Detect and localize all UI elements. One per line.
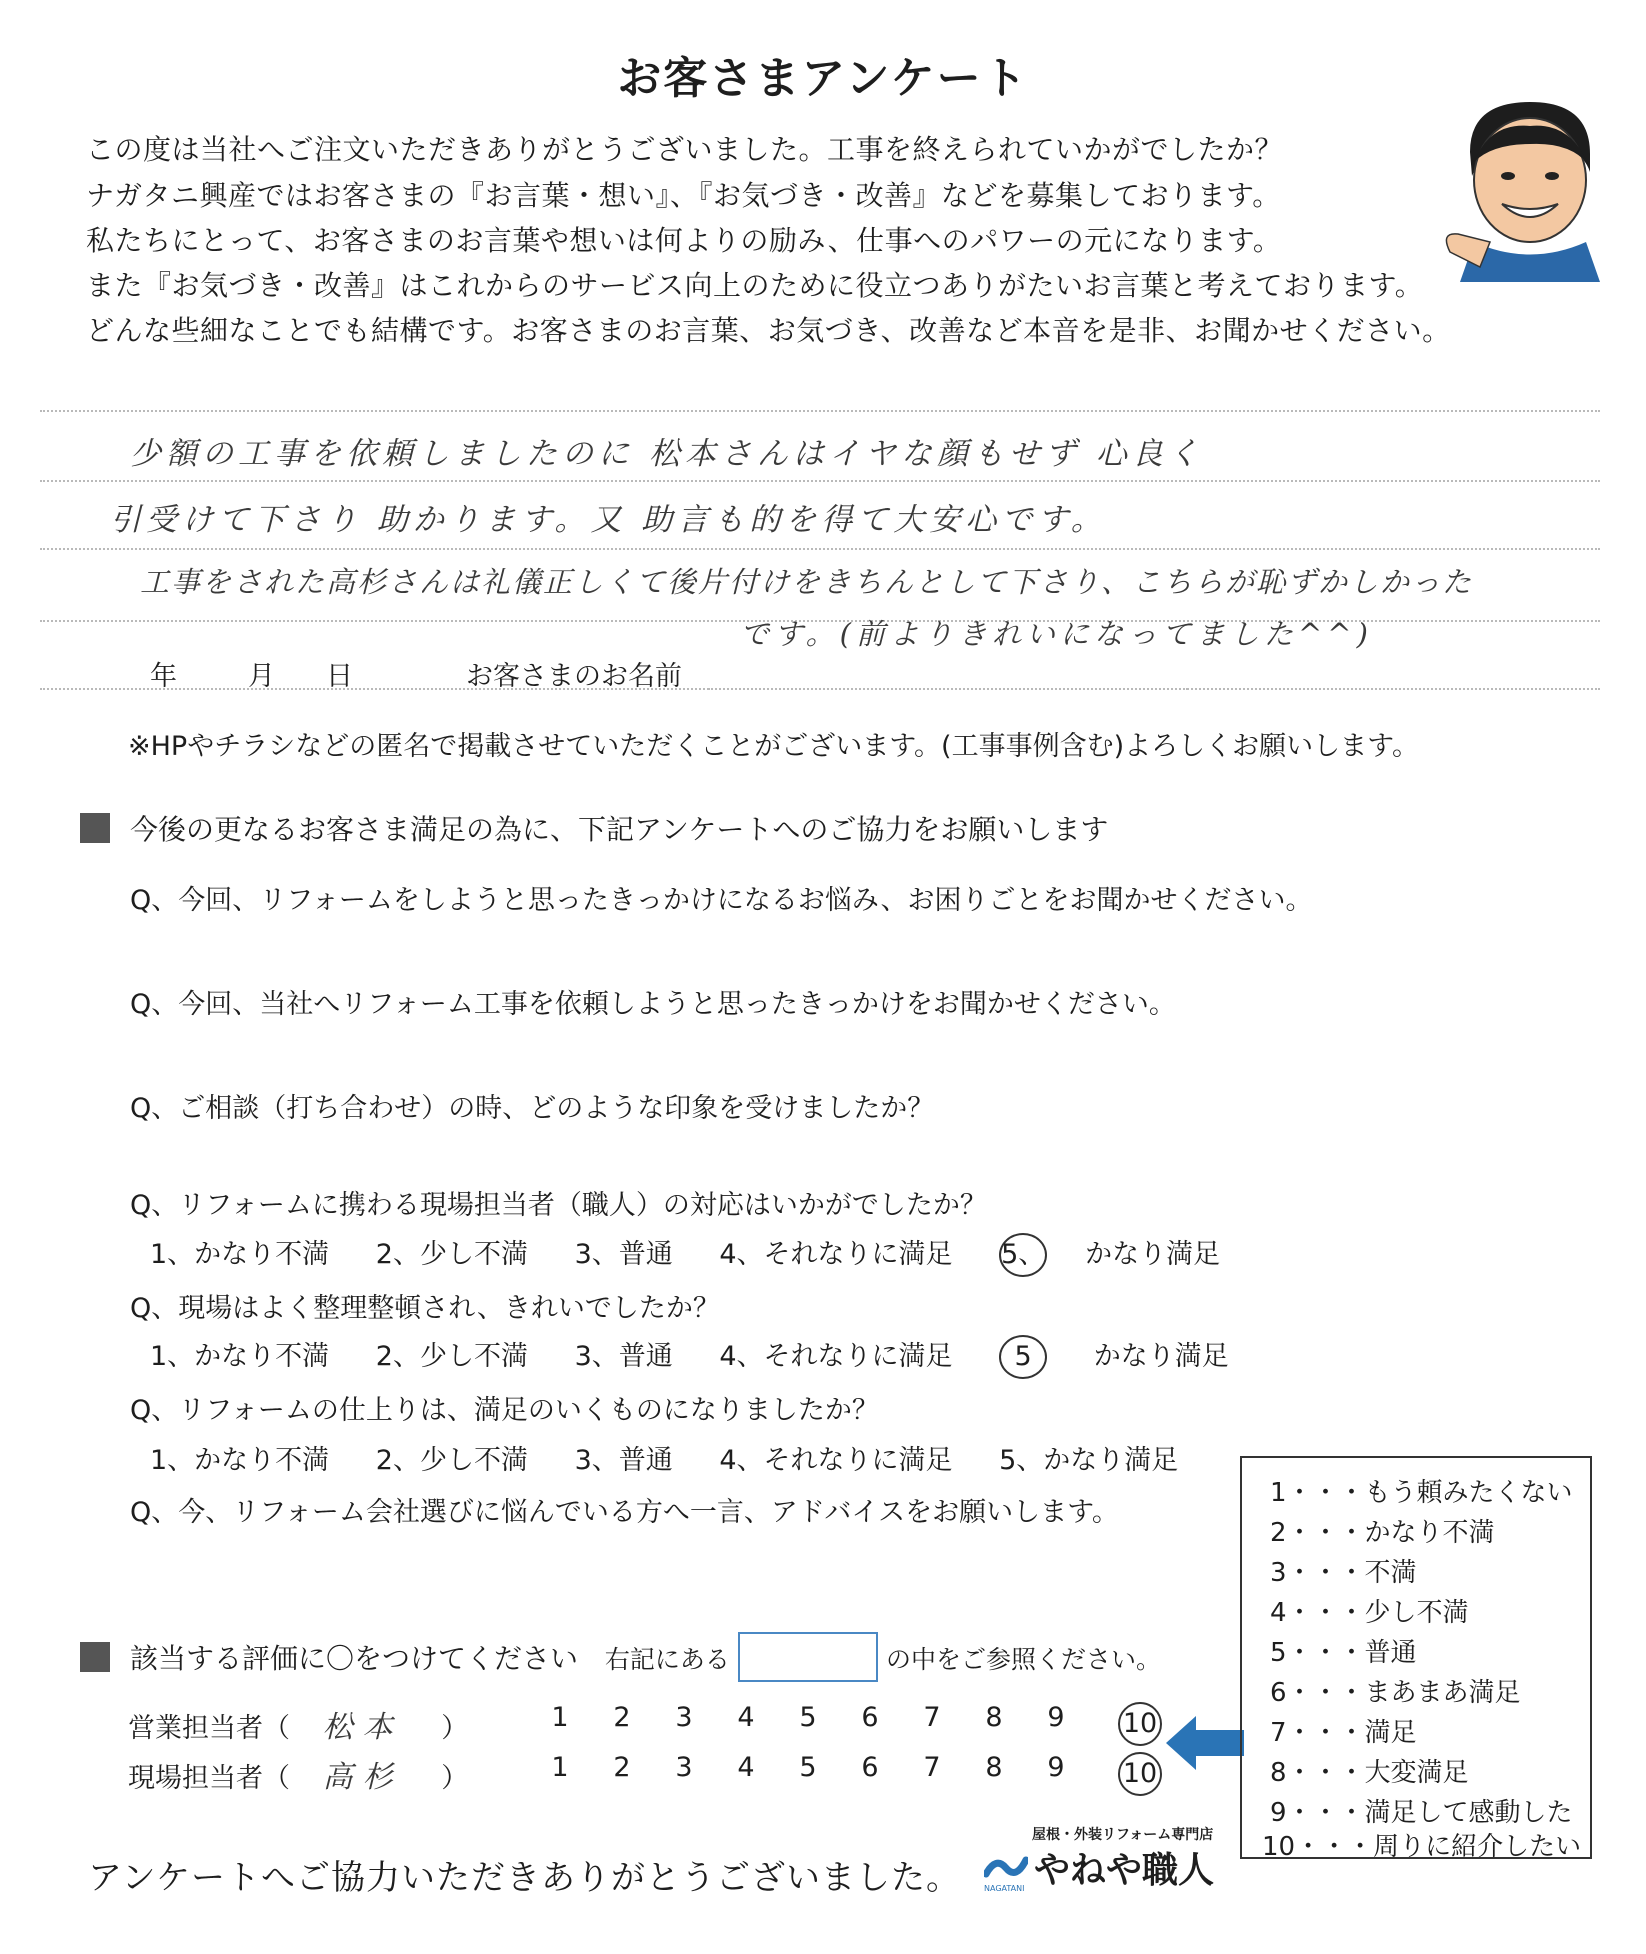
handwritten-comment-line-2: 引受けて下さり 助かります。又 助言も的を得て大安心です。 (110, 502, 1107, 538)
site-rating-8[interactable]: 8 (985, 1752, 1003, 1783)
legend-item-6: 6・・・まあまあ満足 (1270, 1678, 1521, 1708)
legend-item-2: 2・・・かなり不満 (1270, 1518, 1495, 1548)
option-3[interactable]: 3、普通 (574, 1341, 673, 1372)
brand-sub: NAGATANI (984, 1884, 1025, 1893)
selection-circle: 5 (999, 1335, 1047, 1379)
rating-hint-after: の中をご参照ください。 (885, 1645, 1161, 1674)
option-5-text: かなり満足 (1085, 1239, 1221, 1270)
comment-rule (40, 548, 1600, 550)
question-4-options (150, 1232, 1296, 1277)
survey-section-heading (80, 808, 1108, 848)
option-2[interactable]: 2、少し不満 (375, 1239, 528, 1270)
reference-box (738, 1632, 878, 1682)
sales-rating-8[interactable]: 8 (985, 1702, 1003, 1733)
sales-rating-1[interactable]: 1 (551, 1702, 569, 1733)
selection-circle: 5、 (999, 1233, 1047, 1277)
legend-item-10: 10・・・周りに紹介したい (1262, 1832, 1582, 1862)
site-rating-6[interactable]: 6 (861, 1752, 879, 1783)
anonymous-notice: ※HPやチラシなどの匿名で掲載させていただくことがございます。(工事事例含む)よろしくお願いします。 (128, 731, 1419, 762)
option-1[interactable]: 1、かなり不満 (150, 1341, 330, 1372)
legend-item-4: 4・・・少し不満 (1270, 1598, 1469, 1628)
option-3[interactable]: 3、普通 (574, 1239, 673, 1270)
intro-line-1: この度は当社へご注文いただきありがとうございました。工事を終えられていかがでしたか？ (86, 133, 1284, 166)
option-3[interactable]: 3、普通 (574, 1445, 673, 1476)
section-square-icon (80, 813, 110, 843)
survey-heading-text: 今後の更なるお客さま満足の為に、下記アンケートへのご協力をお願いします (130, 813, 1109, 846)
legend-item-9: 9・・・満足して感動した (1270, 1798, 1573, 1828)
staff-avatar-illustration (1430, 92, 1630, 282)
customer-name-label: お客さまのお名前 (466, 661, 682, 692)
rating-heading-text: 該当する評価に〇をつけてください (130, 1642, 579, 1675)
sales-rep-row (128, 1702, 468, 1746)
option-2[interactable]: 2、少し不満 (375, 1341, 528, 1372)
option-4[interactable]: 4、それなりに満足 (719, 1445, 953, 1476)
rating-section-heading (80, 1632, 1161, 1682)
sales-rating-6[interactable]: 6 (861, 1702, 879, 1733)
question-2: Q、今回、当社へリフォーム工事を依頼しようと思ったきっかけをお聞かせください。 (130, 989, 1176, 1020)
rating-hint-before: 右記にある (604, 1645, 730, 1674)
option-1[interactable]: 1、かなり不満 (150, 1239, 330, 1270)
page-title: お客さまアンケート (617, 53, 1029, 104)
sales-rating-9[interactable]: 9 (1047, 1702, 1065, 1733)
sales-rep-close-paren: ） (441, 1713, 469, 1744)
handwritten-comment-line-3: 工事をされた高杉さんは礼儀正しくて後片付けをきちんとして下さり、こちらが恥ずかしかった (140, 565, 1474, 599)
brand-tagline: 屋根・外装リフォーム専門店 (1032, 1827, 1214, 1843)
selection-circle: 10 (1118, 1752, 1162, 1796)
intro-line-3: 私たちにとって、お客さまのお言葉や想いは何よりの励み、仕事へのパワーの元になります。 (86, 224, 1282, 257)
question-4: Q、リフォームに携わる現場担当者（職人）の対応はいかがでしたか？ (130, 1190, 987, 1221)
sales-rating-7[interactable]: 7 (923, 1702, 941, 1733)
question-5: Q、現場はよく整理整頓され、きれいでしたか？ (130, 1293, 720, 1324)
legend-item-5: 5・・・普通 (1270, 1638, 1417, 1668)
legend-item-8: 8・・・大変満足 (1270, 1758, 1469, 1788)
section-square-icon (80, 1642, 110, 1672)
question-6: Q、リフォームの仕上りは、満足のいくものになりましたか？ (130, 1395, 879, 1426)
sales-rep-label: 営業担当者（ (128, 1713, 290, 1744)
brand-name: やねや職人 (1034, 1850, 1215, 1891)
option-4[interactable]: 4、それなりに満足 (719, 1239, 953, 1270)
rating-legend-box (1240, 1456, 1592, 1862)
brand-wave-icon (984, 1850, 1028, 1884)
year-label: 年 (150, 661, 177, 692)
legend-item-3: 3・・・不満 (1270, 1558, 1417, 1588)
comment-rule (40, 410, 1600, 412)
site-rating-7[interactable]: 7 (923, 1752, 941, 1783)
site-rep-close-paren: ） (441, 1763, 469, 1794)
intro-line-2: ナガタニ興産ではお客さまの『お言葉・想い』、『お気づき・改善』などを募集しております。 (86, 179, 1281, 212)
handwritten-comment-line-4: です。(前よりきれいになってました^^) (740, 617, 1373, 651)
option-5-selected[interactable] (999, 1232, 1258, 1277)
sales-rating-5[interactable]: 5 (799, 1702, 817, 1733)
question-5-options (150, 1334, 1305, 1379)
site-rating-9[interactable]: 9 (1047, 1752, 1065, 1783)
option-5-selected[interactable] (999, 1334, 1267, 1379)
question-6-options (150, 1438, 1216, 1477)
site-rep-label: 現場担当者（ (128, 1763, 290, 1794)
selection-circle: 10 (1118, 1702, 1162, 1746)
customer-name-field (708, 688, 1188, 690)
intro-line-5: どんな些細なことでも結構です。お客さまのお言葉、お気づき、改善など本音を是非、お聞かせください。 (86, 314, 1451, 347)
option-4[interactable]: 4、それなりに満足 (719, 1341, 953, 1372)
sales-rating-2[interactable]: 2 (613, 1702, 631, 1733)
option-2[interactable]: 2、少し不満 (375, 1445, 528, 1476)
handwritten-comment-line-1: 少額の工事を依頼しましたのに 松本さんはイヤな顔もせず 心良く (130, 436, 1204, 472)
legend-item-1: 1・・・もう頼みたくない (1270, 1478, 1573, 1508)
intro-line-4: また『お気づき・改善』はこれからのサービス向上のために役立つありがたいお言葉と考えております。 (86, 269, 1424, 302)
site-rating-2[interactable]: 2 (613, 1752, 631, 1783)
site-rating-1[interactable]: 1 (551, 1752, 569, 1783)
option-5[interactable]: 5、かなり満足 (999, 1445, 1179, 1476)
day-label: 日 (326, 661, 353, 692)
sales-rating-3[interactable]: 3 (675, 1702, 693, 1733)
month-label: 月 (248, 661, 275, 692)
site-rep-name: 高杉 (322, 1760, 403, 1795)
question-1: Q、今回、リフォームをしようと思ったきっかけになるお悩み、お困りごとをお聞かせください。 (130, 885, 1313, 916)
site-rating-3[interactable]: 3 (675, 1752, 693, 1783)
comment-rule (40, 480, 1600, 482)
option-5-text: かなり満足 (1093, 1341, 1229, 1372)
question-3: Q、ご相談（打ち合わせ）の時、どのような印象を受けましたか？ (130, 1093, 935, 1124)
site-rep-row (128, 1752, 468, 1796)
sales-rating-4[interactable]: 4 (737, 1702, 755, 1733)
site-rating-5[interactable]: 5 (799, 1752, 817, 1783)
footer-thanks: アンケートへご協力いただきありがとうございました。 (88, 1858, 961, 1898)
legend-item-7: 7・・・満足 (1270, 1718, 1417, 1748)
site-rating-4[interactable]: 4 (737, 1752, 755, 1783)
question-7: Q、今、リフォーム会社選びに悩んでいる方へ一言、アドバイスをお願いします。 (130, 1497, 1119, 1528)
sales-rep-name: 松本 (322, 1710, 403, 1745)
option-1[interactable]: 1、かなり不満 (150, 1445, 330, 1476)
arrow-left-icon (1166, 1712, 1244, 1774)
